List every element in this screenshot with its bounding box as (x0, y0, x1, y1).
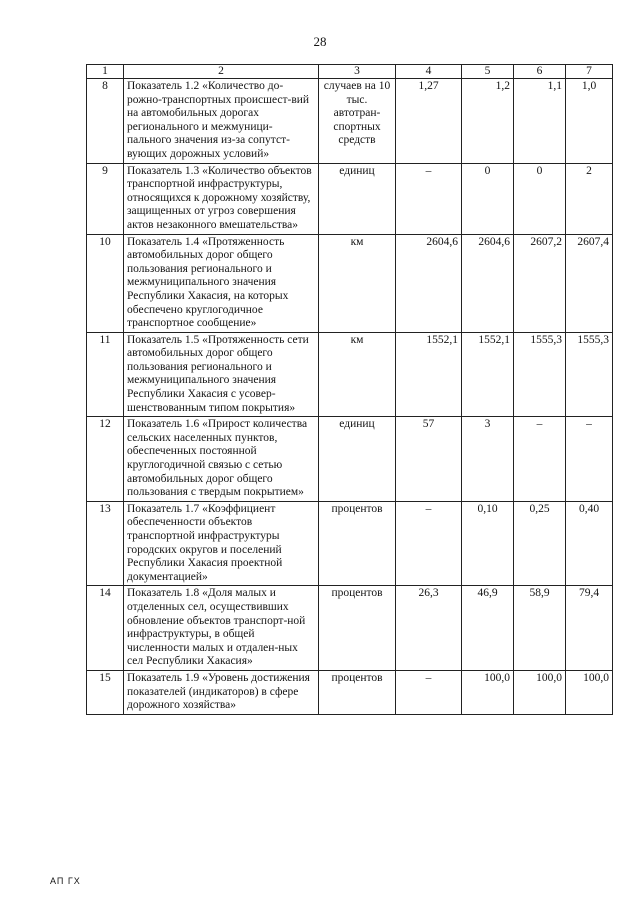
indicator-name: Показатель 1.4 «Протяженность автомобильных дорог общего пользования регионального и межмуниципального значения Республики Хакасия, на которых обеспечено круглогодичное транспортное сообщение» (124, 234, 319, 332)
value-col4: 1,27 (396, 79, 462, 164)
table-row (87, 332, 613, 417)
value-col6: 0,25 (514, 501, 566, 586)
column-header: 2 (124, 65, 319, 79)
unit: единиц (319, 163, 396, 234)
table-row (87, 586, 613, 671)
column-header: 4 (396, 65, 462, 79)
value-col7: 1,0 (566, 79, 613, 164)
value-col7: 100,0 (566, 670, 613, 714)
value-col5: 0,10 (462, 501, 514, 586)
value-col4: – (396, 670, 462, 714)
value-col7: 79,4 (566, 586, 613, 671)
value-col5: 2604,6 (462, 234, 514, 332)
row-number: 13 (87, 501, 124, 586)
unit: км (319, 332, 396, 417)
unit: процентов (319, 586, 396, 671)
indicator-name: Показатель 1.9 «Уровень достижения показателей (индикаторов) в сфере дорожного хозяйства» (124, 670, 319, 714)
indicator-name: Показатель 1.7 «Коэффициент обеспеченности объектов транспортной инфраструктуры городских округов и поселений Республики Хакасия проектной документацией» (124, 501, 319, 586)
value-col6: 2607,2 (514, 234, 566, 332)
value-col6: 58,9 (514, 586, 566, 671)
row-number: 15 (87, 670, 124, 714)
table-row (87, 79, 613, 164)
unit: случаев на 10 тыс. автотран-спортных средств (319, 79, 396, 164)
row-number: 9 (87, 163, 124, 234)
unit: процентов (319, 501, 396, 586)
value-col5: 0 (462, 163, 514, 234)
column-header: 6 (514, 65, 566, 79)
footer-mark: АП ГХ (50, 876, 81, 886)
row-number: 11 (87, 332, 124, 417)
value-col5: 1552,1 (462, 332, 514, 417)
value-col7: 1555,3 (566, 332, 613, 417)
table-row (87, 501, 613, 586)
row-number: 12 (87, 417, 124, 502)
value-col4: 26,3 (396, 586, 462, 671)
indicators-table (86, 64, 613, 715)
indicator-name: Показатель 1.5 «Протяженность сети автомобильных дорог общего пользования регионального и межмуниципального значения Республики Хакасия с усовер-шенствованным типом покрытия» (124, 332, 319, 417)
value-col4: – (396, 501, 462, 586)
table-header-row (87, 65, 613, 79)
row-number: 8 (87, 79, 124, 164)
value-col6: 1,1 (514, 79, 566, 164)
table-row (87, 234, 613, 332)
unit: единиц (319, 417, 396, 502)
value-col4: – (396, 163, 462, 234)
value-col6: – (514, 417, 566, 502)
value-col7: 2607,4 (566, 234, 613, 332)
value-col4: 1552,1 (396, 332, 462, 417)
table-row (87, 670, 613, 714)
row-number: 14 (87, 586, 124, 671)
column-header: 3 (319, 65, 396, 79)
value-col5: 46,9 (462, 586, 514, 671)
indicator-name: Показатель 1.3 «Количество объектов транспортной инфраструктуры, относящихся к дорожному хозяйству, защищенных от угроз совершения актов незаконного вмешательства» (124, 163, 319, 234)
indicator-name: Показатель 1.2 «Количество до-рожно-транспортных происшест-вий на автомобильных дорогах регионального и межмуници-пального значения из-за сопутст-вующих дорожных условий» (124, 79, 319, 164)
column-header: 5 (462, 65, 514, 79)
value-col4: 57 (396, 417, 462, 502)
indicator-name: Показатель 1.8 «Доля малых и отделенных сел, осуществивших обновление объектов транспорт-ной инфраструктуры, в общей численности малых и отдален-ных сел Республики Хакасия» (124, 586, 319, 671)
value-col4: 2604,6 (396, 234, 462, 332)
value-col5: 3 (462, 417, 514, 502)
column-header: 7 (566, 65, 613, 79)
unit: км (319, 234, 396, 332)
row-number: 10 (87, 234, 124, 332)
value-col6: 0 (514, 163, 566, 234)
value-col7: 2 (566, 163, 613, 234)
value-col7: – (566, 417, 613, 502)
table-row (87, 163, 613, 234)
value-col5: 1,2 (462, 79, 514, 164)
page-number: 28 (313, 34, 327, 49)
table-row (87, 417, 613, 502)
unit: процентов (319, 670, 396, 714)
value-col7: 0,40 (566, 501, 613, 586)
value-col6: 100,0 (514, 670, 566, 714)
column-header: 1 (87, 65, 124, 79)
value-col6: 1555,3 (514, 332, 566, 417)
indicator-name: Показатель 1.6 «Прирост количества сельских населенных пунктов, обеспеченных постоянной круглогодичной связью с сетью автомобильных дорог общего пользования с твердым покрытием» (124, 417, 319, 502)
value-col5: 100,0 (462, 670, 514, 714)
